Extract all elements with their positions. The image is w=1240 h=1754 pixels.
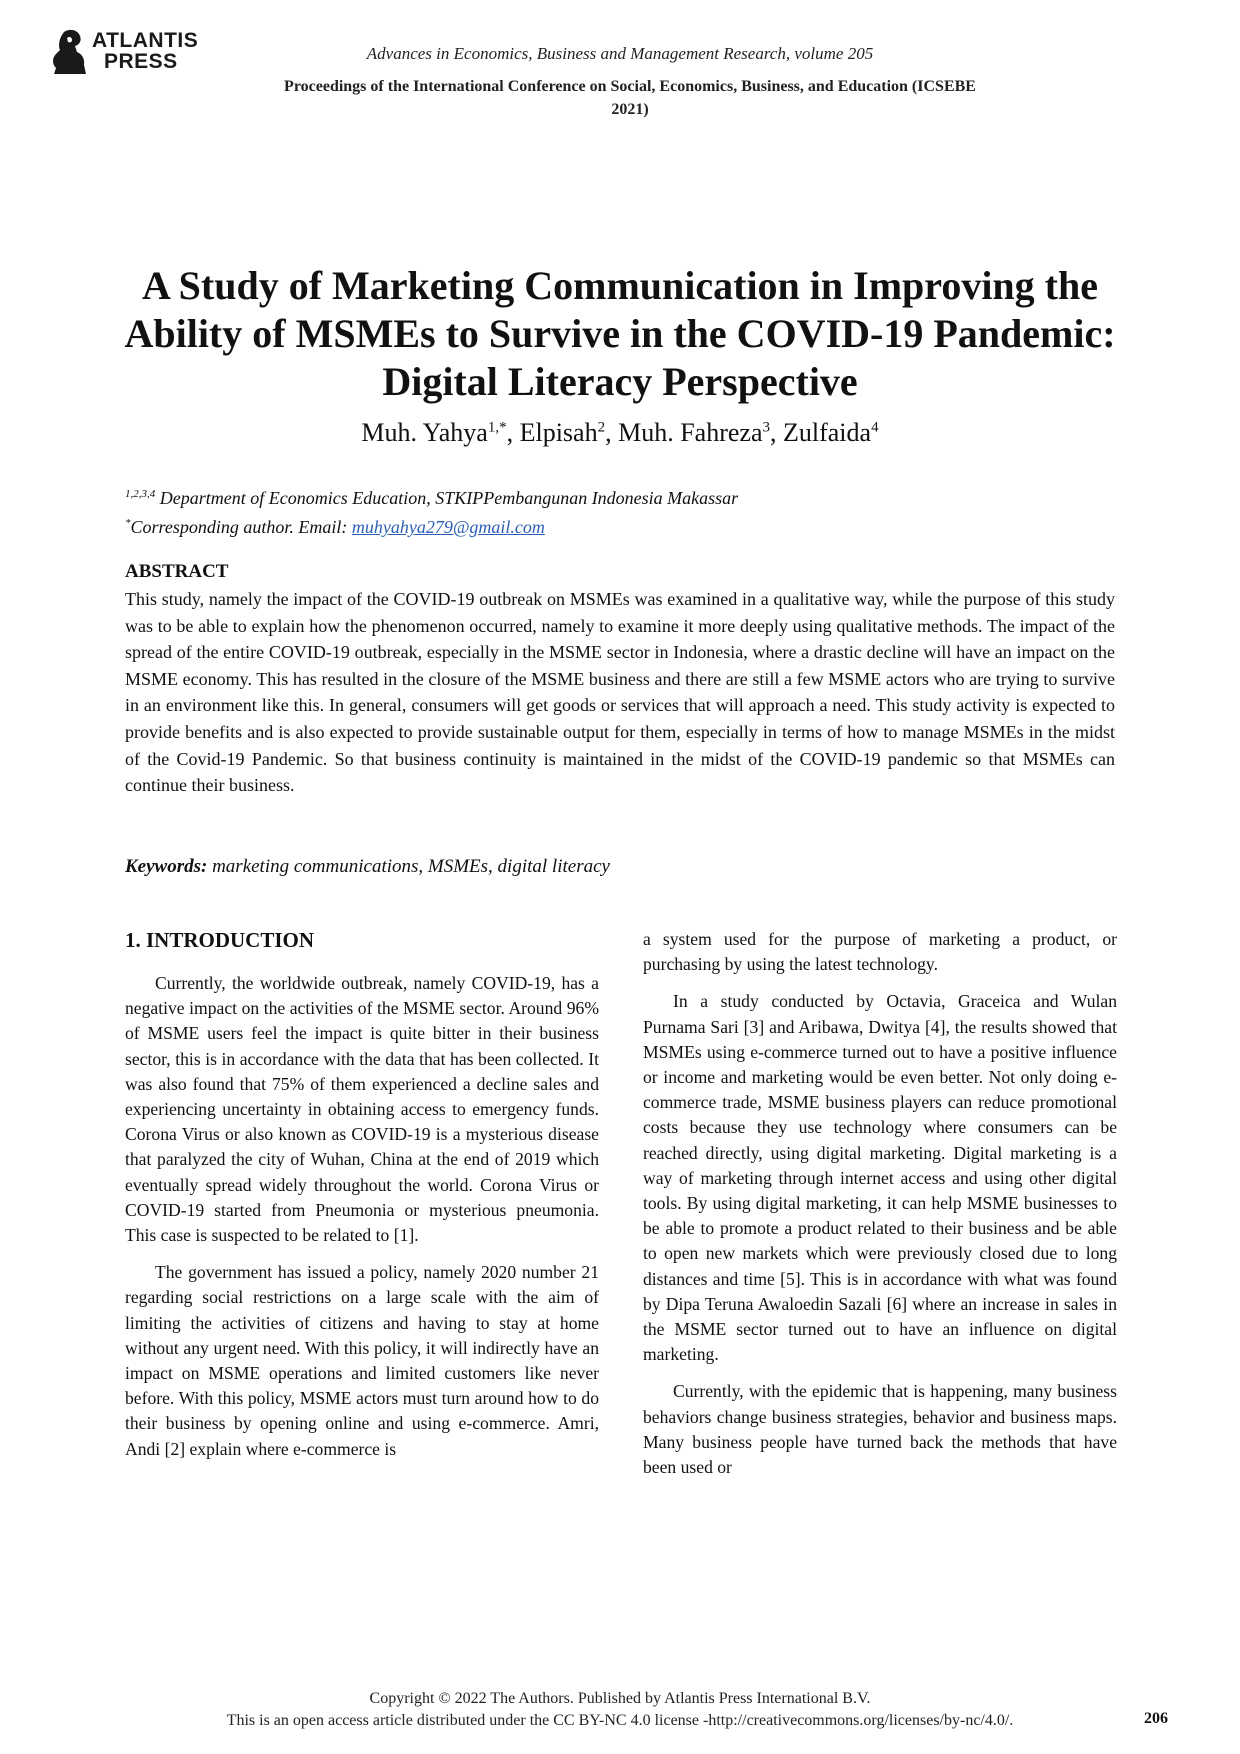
author-sup: 3 bbox=[762, 419, 770, 436]
body-paragraph: Currently, the worldwide outbreak, namely COVID-19, has a negative impact on the activities of the MSME sector. Around 96% of MSME users feel the impact is quite bitter in their business sector, this is in accordance with the data that has been collected. It was also found that 75% of them experienced a decline sales and experiencing uncertainty in obtaining access to emergency funds. Corona Virus or also known as COVID-19 is a mysterious disease that paralyzed the city of Wuhan, China at the end of 2019 which eventually spread widely throughout the world. Corona Virus or COVID-19 started from Pneumonia or mysterious pneumonia. This case is suspected to be related to [1]. bbox=[125, 973, 599, 1246]
body-paragraph: In a study conducted by Octavia, Graceica and Wulan Purnama Sari [3] and Aribawa, Dwitya [4], the results showed that MSMEs using e-commerce turned out to have a positive influence or income and marketing would be even better. Not only doing e-commerce trade, MSME business players can reduce promotional costs because they use technology where consumers can be reached directly, using digital marketing. Digital marketing is a way of marketing through internet access and using other digital tools. By using digital marketing, it can help MSME businesses to be able to promote a product related to their business and be able to open new markets which were previously closed due to long distances and time [5]. This is in accordance with what was found by Dipa Teruna Awaloedin Sazali [6] where an increase in sales in the MSME sector turned out to have an influence on digital marketing. bbox=[643, 991, 1117, 1365]
affiliation-line bbox=[125, 482, 738, 511]
paper-title: A Study of Marketing Communication in Improving the Ability of MSMEs to Survive in the COVID-19 Pandemic: Digital Literacy Perspective bbox=[124, 263, 1116, 404]
abstract-heading: ABSTRACT bbox=[125, 561, 229, 582]
author-sup: 4 bbox=[871, 419, 879, 436]
body-paragraph-continued: a system used for the purpose of marketing a product, or purchasing by using the latest technology. bbox=[643, 929, 1117, 975]
affiliation-block bbox=[125, 482, 738, 540]
author-name: Muh. Fahreza bbox=[618, 418, 763, 447]
author-separator: , bbox=[770, 418, 783, 447]
author-name: Elpisah bbox=[519, 418, 598, 447]
corresponding-label: Corresponding author. Email: bbox=[130, 517, 352, 537]
author-sup: 1,* bbox=[487, 419, 507, 436]
affiliation-text: Department of Economics Education, STKIPPembangunan Indonesia Makassar bbox=[159, 488, 739, 508]
logo-line-atlantis: ATLANTIS bbox=[92, 29, 199, 52]
section-heading: 1. INTRODUCTION bbox=[125, 928, 315, 952]
corresponding-sup: * bbox=[125, 517, 131, 529]
author-separator: , bbox=[506, 418, 520, 447]
abstract-text: This study, namely the impact of the COVID-19 outbreak on MSMEs was examined in a qualitative way, while the purpose of this study was to be able to explain how the phenomenon occurred, namely to examine it more deeply using qualitative methods. The impact of the spread of the entire COVID-19 outbreak, especially in the MSME sector in Indonesia, where a drastic decline will have an impact on the MSME economy. This has resulted in the closure of the MSME business and there are still a few MSME actors who are trying to survive in an environment like this. In general, consumers will get goods or services that will approach a need. This study activity is expected to provide benefits and is also expected to provide sustainable output for them, especially in terms of how to manage MSMEs in the midst of the Covid-19 Pandemic. So that business continuity is maintained in the midst of the COVID-19 pandemic so that MSMEs can continue their business. bbox=[125, 589, 1115, 796]
corresponding-line bbox=[125, 511, 738, 540]
keywords-label: Keywords: bbox=[125, 856, 208, 877]
keywords-line bbox=[125, 856, 610, 878]
license-line: This is an open access article distributed under the CC BY-NC 4.0 license -http://creativecommons.org/licenses/by-nc/4.0/. bbox=[226, 1712, 1014, 1729]
copyright-line: Copyright © 2022 The Authors. Published by Atlantis Press International B.V. bbox=[369, 1690, 871, 1707]
proceedings-title: Proceedings of the International Conference on Social, Economics, Business, and Education (ICSEBE 2021) bbox=[284, 78, 976, 118]
author-name: Zulfaida bbox=[783, 418, 872, 447]
author-separator: , bbox=[605, 418, 619, 447]
author-list bbox=[0, 418, 1240, 448]
page-number: 206 bbox=[1144, 1710, 1168, 1727]
page-footer bbox=[0, 1688, 1240, 1732]
author-name: Muh. Yahya bbox=[361, 418, 488, 447]
logo-line-press: PRESS bbox=[104, 50, 178, 73]
left-column bbox=[125, 927, 599, 1474]
email-link[interactable]: muhyahya279@gmail.com bbox=[351, 517, 545, 537]
keywords-text: marketing communications, MSMEs, digital literacy bbox=[207, 856, 610, 877]
author-sup: 2 bbox=[597, 419, 606, 436]
right-column bbox=[643, 927, 1117, 1492]
body-paragraph: Currently, with the epidemic that is happening, many business behaviors change business strategies, behavior and business maps. Many business people have turned back the methods that have been used or bbox=[643, 1381, 1117, 1478]
affiliation-sup: 1,2,3,4 bbox=[125, 488, 156, 500]
body-paragraph: The government has issued a policy, namely 2020 number 21 regarding social restrictions on a large scale with the aim of limiting the activities of citizens and having to stay at home without any urgent need. With this policy, it will indirectly have an impact on MSME operations and limited customers like never before. With this policy, MSME actors must turn around how to do their business by opening online and using e-commerce. Amri, Andi [2] explain where e-commerce is bbox=[125, 1262, 599, 1459]
series-title: Advances in Economics, Business and Management Research, volume 205 bbox=[366, 44, 874, 63]
